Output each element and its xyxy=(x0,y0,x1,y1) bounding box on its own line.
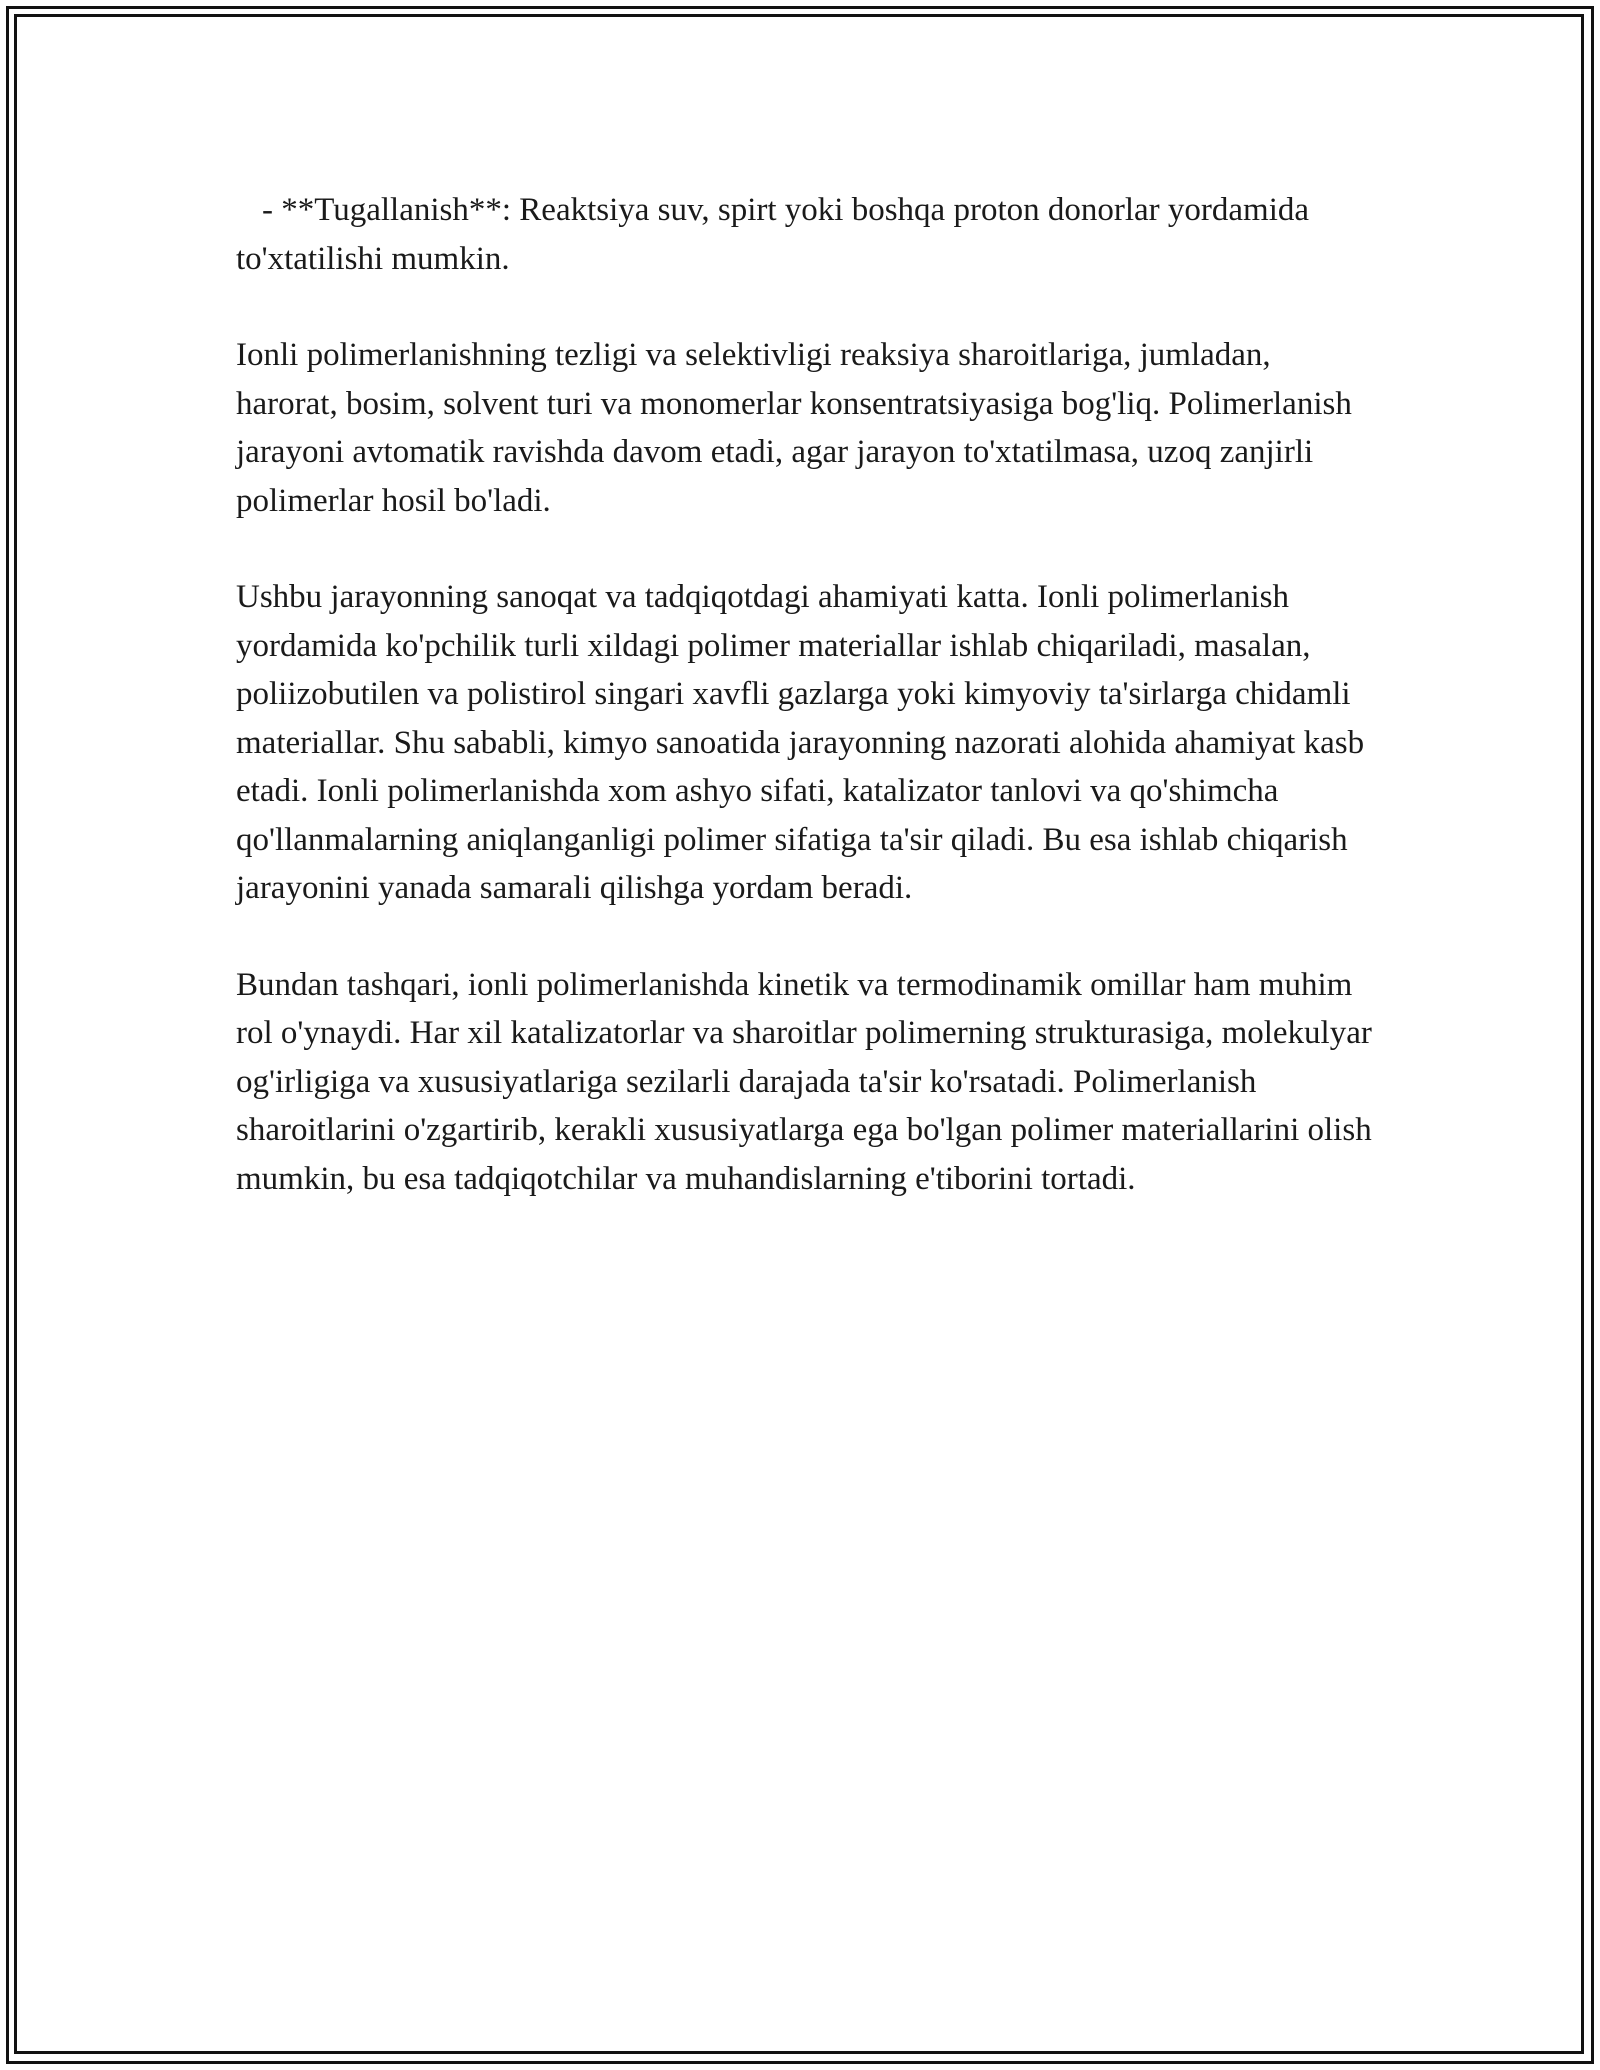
paragraph-termination: - **Tugallanish**: Reaktsiya suv, spirt yoki boshqa proton donorlar yordamida to'xtatilishi mumkin. xyxy=(236,192,1310,277)
document-body xyxy=(236,186,1376,1251)
paragraph-industrial-importance: Ushbu jarayonning sanoqat va tadqiqotdagi ahamiyati katta. Ionli polimerlanish yordamida ko'pchilik turli xildagi polimer materiallar ishlab chiqariladi, masalan, poliizobutilen va polistirol singari xavfli gazlarga yoki kimyoviy ta'sirlarga chidamli materiallar. Shu sababli, kimyo sanoatida jarayonning nazorati alohida ahamiyat kasb etadi. Ionli polimerlanishda xom ashyo sifati, katalizator tanlovi va qo'shimcha qo'llanmalarning aniqlanganligi polimer sifatiga ta'sir qiladi. Bu esa ishlab chiqarish jarayonini yanada samarali qilishga yordam beradi. xyxy=(236,579,1365,906)
paragraph-kinetic-factors: Bundan tashqari, ionli polimerlanishda kinetik va termodinamik omillar ham muhim rol o'ynaydi. Har xil katalizatorlar va sharoitlar polimerning strukturasiga, molekulyar og'irligiga va xususiyatlariga sezilarli darajada ta'sir ko'rsatadi. Polimerlanish sharoitlarini o'zgartirib, kerakli xususiyatlarga ega bo'lgan polimer materiallarini olish mumkin, bu esa tadqiqotchilar va muhandislarning e'tiborini tortadi. xyxy=(236,966,1372,1197)
paragraph-rate-selectivity: Ionli polimerlanishning tezligi va selektivligi reaksiya sharoitlariga, jumladan, harorat, bosim, solvent turi va monomerlar konsentratsiyasiga bog'liq. Polimerlanish jarayoni avtomatik ravishda davom etadi, agar jarayon to'xtatilmasa, uzoq zanjirli polimerlar hosil bo'ladi. xyxy=(236,337,1352,519)
